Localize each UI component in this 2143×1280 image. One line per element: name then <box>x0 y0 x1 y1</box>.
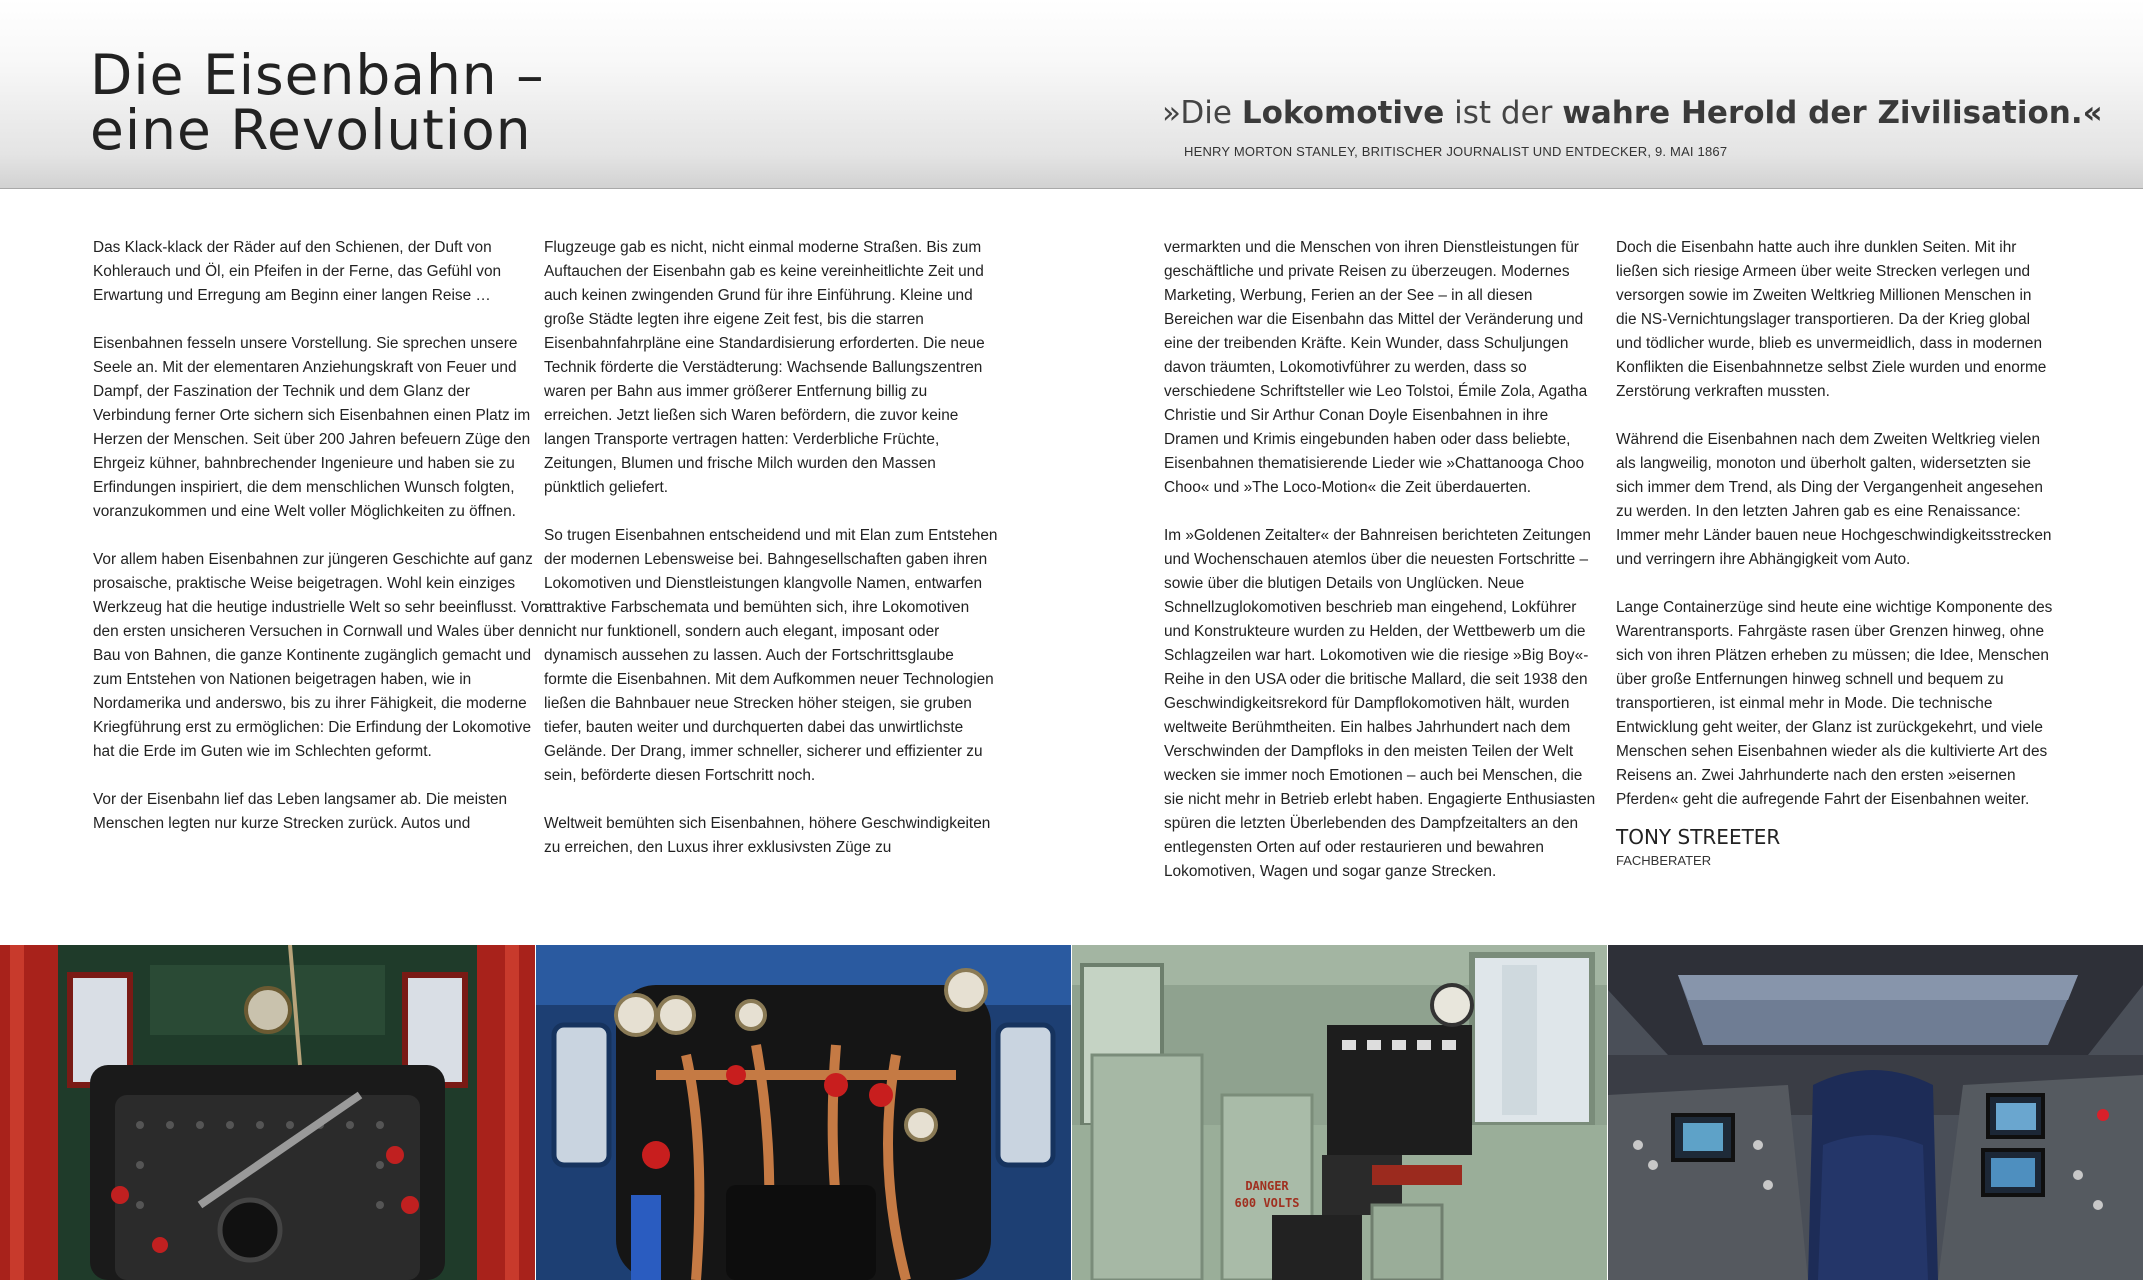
quote-middle: ist der <box>1444 95 1563 131</box>
paragraph: Das Klack-klack der Räder auf den Schienen, der Duft von Kohlerauch und Öl, ein Pfeifen in der Ferne, das Gefühl von Erwartung und Erregung am Beginn einer langen Reise … <box>93 239 502 304</box>
title-line-1: Die Eisenbahn – <box>90 43 545 107</box>
danger-sign-line2: 600 VOLTS <box>1234 1196 1300 1210</box>
paragraph: Doch die Eisenbahn hatte auch ihre dunklen Seiten. Mit ihr ließen sich riesige Armeen über weite Strecken verlegen und versorgen sowie im Zweiten Weltkrieg Millionen Menschen in die NS-Vernichtungslager transportieren. Da der Krieg global und tödlicher wurde, blieb es unvermeidlich, dass in modernen Konflikten die Eisenbahnnetze selbst Ziele wurden und enorme Zerstörung verkraften mussten. <box>1616 239 2047 400</box>
paragraph: Im »Goldenen Zeitalter« der Bahnreisen berichteten Zeitungen und Wochenschauen atemlos über die neuesten Fortschritte – sowie über die blutigen Details von Unglücken. Neue Schnellzuglokomotiven beschrieb man eingehend, Lokführer und Konstrukteure wurden zu Helden, der Wettbewerb um die Schlagzeilen war hart. Lokomotiven wie die riesige »Big Boy«-Reihe in den USA oder die britische Mallard, die seit 1938 den Geschwindigkeitsrekord für Dampflokomotiven hält, wurden weltweite Berühmtheiten. Ein halbes Jahrhundert nach dem Verschwinden der Dampfloks in den meisten Teilen der Welt wecken sie immer noch Emotionen – auch bei Menschen, die sie nicht mehr in Betrieb erlebt haben. Engagierte Enthusiasten spüren die letzten Überlebenden des Dampfzeitalters an den entlegensten Orten auf oder restaurieren und bewahren Lokomotiven, Wagen und sogar ganze Strecken. <box>1164 527 1596 880</box>
text-column-1 <box>93 236 548 836</box>
text-column-4 <box>1616 236 2056 870</box>
quote-emphasis-1: Lokomotive <box>1241 95 1445 131</box>
paragraph: Flugzeuge gab es nicht, nicht einmal moderne Straßen. Bis zum Auftauchen der Eisenbahn gab es keine vereinheitlichte Zeit und auch keinen zwingenden Grund für ihre Einführung. Kleine und große Städte legten ihre eigene Zeit fest, bis die starren Eisenbahnfahrpläne eine Standardisierung erforderten. Die neue Technik förderte die Verstädterung: Wachsende Ballungszentren waren per Bahn aus immer größerer Entfernung billig zu erreichen. Jetzt ließen sich Waren befördern, die zuvor keine langen Transporte vertragen hatten: Verderbliche Früchte, Zeitungen, Blumen und frische Milch wurden den Massen pünktlich geliefert. <box>544 239 985 496</box>
quote-source: HENRY MORTON STANLEY, BRITISCHER JOURNALIST UND ENTDECKER, 9. MAI 1867 <box>1184 144 1728 159</box>
page-title <box>90 43 545 162</box>
paragraph: Vor der Eisenbahn lief das Leben langsamer ab. Die meisten Menschen legten nur kurze Strecken zurück. Autos und <box>93 791 508 832</box>
pull-quote <box>1162 95 2103 131</box>
author-name: TONY STREETER <box>1616 825 1781 849</box>
photo-strip <box>0 945 2143 1280</box>
paragraph: Weltweit bemühten sich Eisenbahnen, höhere Geschwindigkeiten zu erreichen, den Luxus ihrer exklusivsten Züge zu <box>544 815 991 856</box>
quote-emphasis-2: wahre Herold der Zivilisation.« <box>1562 95 2103 131</box>
paragraph: Lange Containerzüge sind heute eine wichtige Komponente des Warentransports. Fahrgäste rasen über Grenzen hinweg, ohne sich von ihren Plätzen erheben zu müssen; die Idee, Menschen über große Entfernungen hinweg schnell und bequem zu transportieren, ist einmal mehr in Mode. Die technische Entwicklung geht weiter, der Glanz ist zurückgekehrt, und viele Menschen sehen Eisenbahnen wieder als die kultivierte Art des Reisens an. Zwei Jahrhunderte nach den ersten »eisernen Pferden« geht die aufregende Fahrt der Eisenbahnen weiter. <box>1616 599 2053 808</box>
photo-steam-cab-red <box>0 945 535 1280</box>
paragraph: Während die Eisenbahnen nach dem Zweiten Weltkrieg vielen als langweilig, monoton und überholt galten, widersetzten sie sich immer dem Trend, als Ding der Vergangenheit angesehen zu werden. In den letzten Jahren gab es eine Renaissance: Immer mehr Länder bauen neue Hochgeschwindigkeitsstrecken und verringern ihre Abhängigkeit vom Auto. <box>1616 431 2052 568</box>
paragraph: vermarkten und die Menschen von ihren Dienstleistungen für geschäftliche und private Reisen zu überzeugen. Modernes Marketing, Werbung, Ferien an der See – in all diesen Bereichen war die Eisenbahn das Mittel der Veränderung und eine der treibenden Kräfte. Kein Wunder, dass Schuljungen davon träumten, Lokomotivführer zu werden, dass so verschiedene Schriftsteller wie Leo Tolstoi, Émile Zola, Agatha Christie und Sir Arthur Conan Doyle Eisenbahnen in ihre Dramen und Krimis eingebunden haben oder dass beliebte, Eisenbahnen thematisierende Lieder wie »Chattanooga Choo Choo« und »The Loco-Motion« die Zeit überdauerten. <box>1164 239 1588 496</box>
paragraph: Eisenbahnen fesseln unsere Vorstellung. Sie sprechen unsere Seele an. Mit der elementaren Anziehungskraft von Feuer und Dampf, der Faszination der Technik und dem Glanz der Verbindung ferner Orte sichern sich Eisenbahnen einen Platz im Herzen der Menschen. Seit über 200 Jahren befeuern Züge den Ehrgeiz kühner, bahnbrechender Ingenieure und haben sie zu Erfindungen inspiriert, die dem menschlichen Wunsch folgten, voranzukommen und eine Welt voller Möglichkeiten zu öffnen. <box>93 335 531 520</box>
title-line-2: eine Revolution <box>90 98 532 162</box>
photo-modern-cab <box>1608 945 2143 1280</box>
photo-electric-cab-green <box>1072 945 1607 1280</box>
photo-steam-cab-blue <box>536 945 1071 1280</box>
author-role: FACHBERATER <box>1616 853 1712 868</box>
danger-sign-line1: DANGER <box>1245 1179 1289 1193</box>
quote-open: »Die <box>1162 95 1242 131</box>
text-column-2 <box>544 236 999 860</box>
text-column-3 <box>1164 236 1604 884</box>
paragraph: So trugen Eisenbahnen entscheidend und mit Elan zum Entstehen der modernen Lebensweise bei. Bahngesellschaften gaben ihren Lokomotiven und Dienstleistungen klangvolle Namen, entwarfen attraktive Farbschemata und bemühten sich, ihre Lokomotiven nicht nur funktionell, sondern auch elegant, imposant oder dynamisch aussehen zu lassen. Auch der Fortschrittsglaube formte die Eisenbahnen. Mit dem Aufkommen neuer Technologien ließen die Bahnbauer neue Strecken höher steigen, sie gruben tiefer, bauten weiter und durchquerten dabei das unwirtlichste Gelände. Der Drang, immer schneller, sicherer und effizienter zu sein, beförderte diesen Fortschritt noch. <box>544 527 998 784</box>
page-header <box>0 0 2143 189</box>
paragraph: Vor allem haben Eisenbahnen zur jüngeren Geschichte auf ganz prosaische, praktische Weise beigetragen. Wohl kein einziges Werkzeug hat die heutige industrielle Welt so sehr beeinflusst. Von den ersten unsicheren Versuchen in Cornwall und Wales über den Bau von Bahnen, die ganze Kontinente zugänglich gemacht und zum Entstehen von Nationen beigetragen haben, wie in Nordamerika und anderswo, bis zu ihrer Fähigkeit, die moderne Kriegführung erst zu ermöglichen: Die Erfindung der Lokomotive hat die Erde im Guten wie im Schlechten geformt. <box>93 551 548 760</box>
